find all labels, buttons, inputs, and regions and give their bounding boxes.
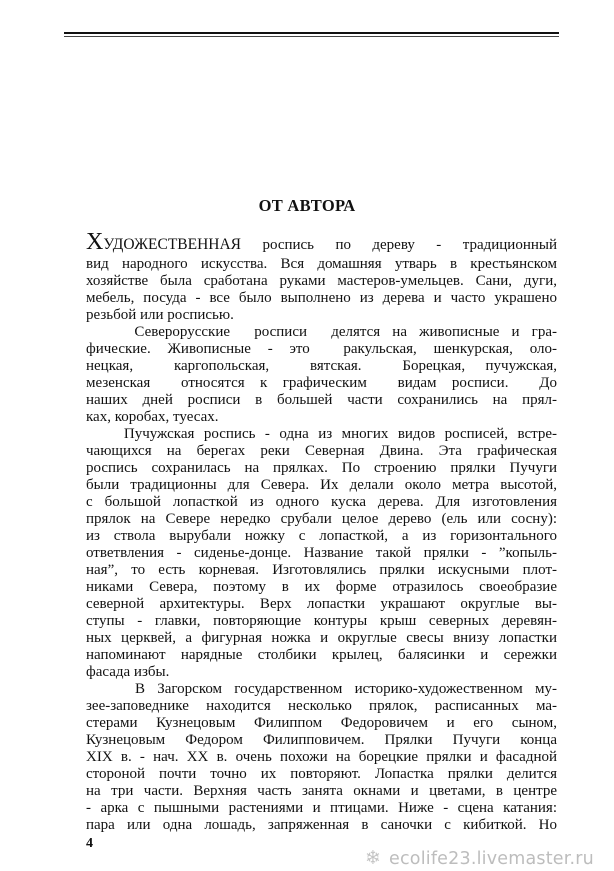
text-line: В Загорском государственном историко-художественном му- xyxy=(86,681,557,697)
small-caps-word: УДОЖЕСТВЕННАЯ xyxy=(103,236,242,253)
text-line: мебель, посуда - все было выполнено из дерева и часто украшено xyxy=(86,290,557,306)
text-line: никами Севера, поэтому в их форме отразилось своеобразие xyxy=(86,579,557,595)
text-line: из ствола вырубали ножку с лопасткой, а из горизонтального xyxy=(86,528,557,544)
header-rule-thin xyxy=(64,36,559,37)
header-rule-thick xyxy=(64,32,559,34)
text-line: фасада избы. xyxy=(86,664,170,680)
paragraph-3 xyxy=(86,426,557,681)
text-line: северной архитектуры. Верх лопастки украшают округлые вы- xyxy=(86,596,557,612)
watermark xyxy=(365,848,594,870)
text-line: на три части. Верхняя часть занята окнами и цветами, в центре xyxy=(86,783,557,799)
text-line: зее-заповеднике находится несколько прялок, расписанных ма- xyxy=(86,698,557,714)
text-line: фические. Живописные - это ракульская, шенкурская, оло- xyxy=(86,341,557,357)
text-line: Пучужская роспись - одна из многих видов росписей, встре- xyxy=(86,426,557,442)
text-line: Северорусские росписи делятся на живописные и гра- xyxy=(86,324,557,340)
drop-cap: Х xyxy=(86,229,104,255)
text-line: ступы - главки, повторяющие контуры крыш северных деревян- xyxy=(86,613,557,629)
text-line: пара или одна лошадь, запряженная в саночки с кибиткой. Но xyxy=(86,817,557,833)
text-line: стороной почти точно их повторяют. Лопастка прялки делится xyxy=(86,766,557,782)
snowflake-logo-icon: ❄ xyxy=(365,847,382,869)
text-line: ответвления - сиденье-донце. Название такой прялки - ”копыль- xyxy=(86,545,557,561)
watermark-text: ecolife23.livemaster.ru xyxy=(389,849,594,869)
text-line: ных церквей, а фигурная ножка и округлые свесы внизу лопастки xyxy=(86,630,557,646)
paragraph-4 xyxy=(86,681,557,834)
text-line: наших дней росписи в большей части сохранились на прял- xyxy=(86,392,557,408)
text-line: прялок на Севере нередко срубали целое дерево (ель или сосну): xyxy=(86,511,557,527)
text-line xyxy=(86,228,557,256)
text-line: XIX в. - нач. XX в. очень похожи на борецкие прялки и фасадной xyxy=(86,749,557,765)
text-line: чающихся на берегах реки Северная Двина. Эта графическая xyxy=(86,443,557,459)
paragraph-2 xyxy=(86,324,557,426)
body-text xyxy=(86,228,557,834)
paragraph-1 xyxy=(86,228,557,324)
text-line: ках, коробах, туесах. xyxy=(86,409,219,425)
text-line: роспись сохранилась на прялках. По строению прялки Пучуги xyxy=(86,460,557,476)
chapter-title: ОТ АВТОРА xyxy=(258,196,356,215)
text-line: с большой лопасткой из одного куска дерева. Для изготовления xyxy=(86,494,557,510)
text-line: нецкая, каргопольская, вятская. Борецкая, пучужская, xyxy=(86,358,557,374)
text-line: стерами Кузнецовым Филиппом Федоровичем и его сыном, xyxy=(86,715,557,731)
line-text: роспись по дереву - традиционный xyxy=(241,237,557,253)
text-line: мезенская относятся к графическим видам росписи. До xyxy=(86,375,557,391)
text-line: ная”, то есть корневая. Изготовлялись прялки искусными плот- xyxy=(86,562,557,578)
text-line: вид народного искусства. Вся домашняя утварь в крестьянском xyxy=(86,256,557,272)
page-number: 4 xyxy=(86,836,93,851)
text-line: напоминают нарядные столбики крылец, балясинки и сережки xyxy=(86,647,557,663)
text-line: Кузнецовым Федором Филипповичем. Прялки Пучуги конца xyxy=(86,732,557,748)
text-line: - арка с пышными растениями и птицами. Ниже - сцена катания: xyxy=(86,800,557,816)
text-line: были традиционны для Севера. Их делали около метра высотой, xyxy=(86,477,557,493)
text-line: хозяйстве была сработана руками мастеров-умельцев. Сани, дуги, xyxy=(86,273,557,289)
text-line: резьбой или росписью. xyxy=(86,307,234,323)
